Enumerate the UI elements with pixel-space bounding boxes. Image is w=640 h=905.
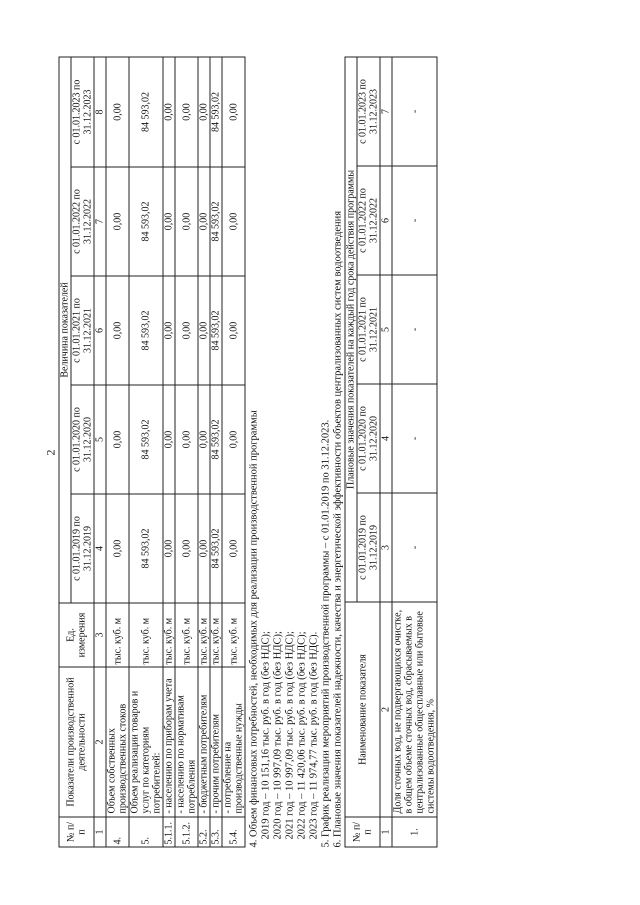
- row-value: 0,00: [222, 276, 245, 385]
- row-num: 5.4.: [222, 817, 245, 847]
- row-value: -: [392, 57, 437, 166]
- row-value: 0,00: [163, 385, 175, 494]
- row-value: -: [392, 384, 437, 493]
- row-value: 84 593,02: [210, 494, 222, 603]
- col-number: 7: [380, 57, 392, 166]
- row-unit: тыс. куб. м: [175, 603, 198, 667]
- row-value: 84 593,02: [129, 385, 163, 494]
- period-header: с 01.01.2019 по 31.12.2019: [71, 494, 94, 603]
- row-num: 5.: [129, 817, 163, 847]
- row-name: - населению по приборам учета: [163, 667, 175, 817]
- row-value: 84 593,02: [210, 276, 222, 385]
- row-value: 84 593,02: [210, 57, 222, 167]
- col-number: 4: [94, 494, 106, 603]
- row-value: 0,00: [198, 167, 210, 276]
- table-row: [175, 57, 198, 847]
- period-header: с 01.01.2023 по 31.12.2023: [71, 57, 94, 167]
- row-value: 0,00: [175, 167, 198, 276]
- row-value: 0,00: [222, 167, 245, 276]
- period-header: с 01.01.2021 по 31.12.2021: [71, 276, 94, 385]
- row-value: 0,00: [175, 494, 198, 603]
- table-row: [106, 57, 129, 847]
- row-value: 0,00: [106, 385, 129, 494]
- col-number: 5: [94, 385, 106, 494]
- finance-line: 2022 год – 11 420,06 тыс. руб. в год (без НДС);: [296, 631, 308, 840]
- finance-line: 2021 год – 10 997,09 тыс. руб. в год (без НДС);: [284, 631, 296, 840]
- col-number: 4: [380, 384, 392, 493]
- col-header-name: Наименование показателя: [345, 602, 380, 817]
- row-value: 0,00: [163, 167, 175, 276]
- row-num: 4.: [106, 817, 129, 847]
- row-value: 84 593,02: [210, 385, 222, 494]
- table-row: [210, 57, 222, 847]
- row-value: -: [392, 275, 437, 384]
- section-5: 5. График реализации мероприятий производственной программы – с 01.01.2019 по 31.12.2023.: [320, 419, 332, 848]
- row-value: 0,00: [175, 57, 198, 167]
- row-value: -: [392, 493, 437, 602]
- table-row: [198, 57, 210, 847]
- production-indicators-table: [59, 56, 246, 847]
- finance-line: 2023 год – 11 974,77 тыс. руб. в год (без НДС).: [308, 631, 320, 840]
- row-value: 0,00: [163, 276, 175, 385]
- row-value: 0,00: [222, 385, 245, 494]
- planned-values-table: [345, 56, 438, 847]
- period-header: с 01.01.2023 по 31.12.2023: [357, 57, 380, 166]
- row-name: - населению по нормативам потребления: [175, 667, 198, 817]
- col-number: 3: [380, 493, 392, 602]
- section-6: 6. Плановые значения показателей надежности, качества и энергетической эффективности объектов централизованных систем водоотведения: [332, 210, 344, 848]
- table-row: [222, 57, 245, 847]
- row-name: - бюджетным потребителям: [198, 667, 210, 817]
- col-number: 7: [94, 167, 106, 276]
- finance-line: 2019 год – 10 151,16 тыс. руб. в год (без НДС);: [260, 631, 272, 840]
- col-header-unit: Ед. измерения: [59, 603, 94, 667]
- row-value: 0,00: [198, 57, 210, 167]
- period-header: с 01.01.2022 по 31.12.2022: [357, 166, 380, 275]
- col-header-num: № п/п: [345, 817, 380, 847]
- row-num: 5.3.: [210, 817, 222, 847]
- document-text: [249, 58, 345, 848]
- row-name: Объем реализации товаров и услуг по категориям потребителей:: [129, 667, 163, 817]
- row-unit: тыс. куб. м: [222, 603, 245, 667]
- row-num: 5.1.1.: [163, 817, 175, 847]
- row-value: 0,00: [175, 276, 198, 385]
- col-number: 1: [94, 817, 106, 847]
- col-number: 6: [94, 276, 106, 385]
- table-row: [163, 57, 175, 847]
- row-value: 0,00: [198, 494, 210, 603]
- row-value: 0,00: [222, 494, 245, 603]
- row-value: 0,00: [106, 494, 129, 603]
- col-number: 2: [94, 667, 106, 817]
- col-number: 2: [380, 602, 392, 817]
- row-value: 84 593,02: [129, 276, 163, 385]
- row-unit: тыс. куб. м: [106, 603, 129, 667]
- col-header-indicator: Показатели производственной деятельности: [59, 667, 94, 817]
- period-header: с 01.01.2022 по 31.12.2022: [71, 167, 94, 276]
- row-name: Объем собственных производственных стоков: [106, 667, 129, 817]
- page-number: 2: [43, 449, 58, 456]
- row-value: 0,00: [222, 57, 245, 167]
- row-value: 0,00: [106, 57, 129, 167]
- period-header: с 01.01.2020 по 31.12.2020: [357, 384, 380, 493]
- row-value: 0,00: [198, 276, 210, 385]
- col-number: 1: [380, 817, 392, 847]
- row-value: 84 593,02: [129, 57, 163, 167]
- period-header: с 01.01.2020 по 31.12.2020: [71, 385, 94, 494]
- row-value: 0,00: [106, 167, 129, 276]
- row-unit: тыс. куб. м: [210, 603, 222, 667]
- row-value: 0,00: [163, 57, 175, 167]
- column-number-row: [380, 57, 392, 847]
- row-unit: тыс. куб. м: [163, 603, 175, 667]
- row-name: - прочим потребителям: [210, 667, 222, 817]
- row-unit: тыс. куб. м: [129, 603, 163, 667]
- row-name: - потребление на производственные нужды: [222, 667, 245, 817]
- row-num: 5.1.2.: [175, 817, 198, 847]
- row-name: Доля сточных вод, не подвергающихся очистке, в общем объеме сточных вод, сбрасываемых в централизованные общесплавные или бытовые системы водоотведения, %: [392, 602, 437, 817]
- period-header: с 01.01.2019 по 31.12.2019: [357, 493, 380, 602]
- finance-line: 2020 год – 10 997,09 тыс. руб. в год (без НДС);: [272, 631, 284, 840]
- row-value: 0,00: [163, 494, 175, 603]
- col-number: 5: [380, 275, 392, 384]
- row-value: 84 593,02: [210, 167, 222, 276]
- row-num: 1.: [392, 817, 437, 847]
- row-value: 0,00: [175, 385, 198, 494]
- col-header-num: № п/п: [59, 817, 94, 847]
- rotated-page: [43, 58, 598, 848]
- row-value: 84 593,02: [129, 494, 163, 603]
- table-row: [129, 57, 163, 847]
- row-value: 0,00: [198, 385, 210, 494]
- col-header-group: Плановые значения показателей на каждый год срока действия программы: [345, 57, 357, 602]
- col-number: 8: [94, 57, 106, 167]
- col-header-group: Величина показателей: [59, 57, 71, 603]
- table-row: [392, 57, 437, 847]
- period-header: с 01.01.2021 по 31.12.2021: [357, 275, 380, 384]
- row-value: -: [392, 166, 437, 275]
- col-number: 6: [380, 166, 392, 275]
- col-number: 3: [94, 603, 106, 667]
- row-unit: тыс. куб. м: [198, 603, 210, 667]
- row-num: 5.2.: [198, 817, 210, 847]
- column-number-row: [94, 57, 106, 847]
- row-value: 84 593,02: [129, 167, 163, 276]
- row-value: 0,00: [106, 276, 129, 385]
- section-4-title: 4. Объем финансовых потребностей, необходимых для реализации производственной программы: [248, 410, 260, 848]
